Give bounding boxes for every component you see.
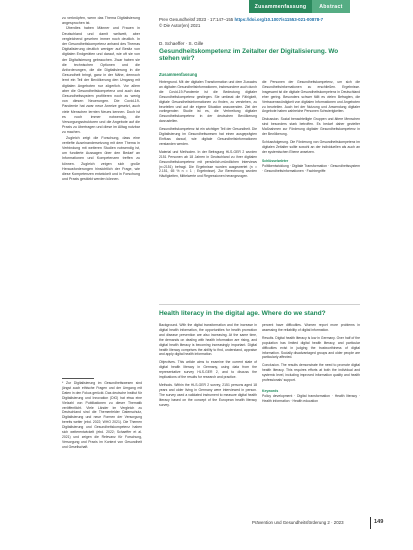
section-divider — [159, 304, 360, 305]
summary-paragraph: die Personen der Gesundheitskompetenz, um sich die Gesundheitsinformationen zu erschließen. Ergebnisse. Insgesamt ist die digitale Gesundheitskompetenz in Deutschland eher gering. Besonders schwer fällt es vielen Befragten, die Vertrauenswürdigkeit von digitalen Informationen und Angeboten zu beurteilen. Auch bei der Nutzung und Anwendung digitaler Angebote haben zahlreiche Personen Schwierigkeiten. — [262, 80, 360, 114]
left-paragraph: zu verknüpfen, wenn das Thema Digitalisierung angesprochen ist. — [62, 16, 140, 26]
article-title-de: Gesundheitskompetenz im Zeitalter der Digitalisierung. Wo stehen wir? — [159, 48, 339, 63]
authors: D. Schaeffer · S. Gille — [159, 41, 204, 46]
left-paragraph: Überdies haben Männer und Frauen in Deutschland und damit weltweit, aber vergleichend gesehen immer noch deutlich. In der Gesundheitskompetenz anhand des Themas Digitalisierung deutlich weniger auf Besitz von digitalen Endgeräten und darauf, wie oft sie von der Digitalisierung gebrauchen. Zwar haben sie die technischen Optionen und die Anforderungen, die die Digitalisierung in die Gesundheit bringt, ganz in der Nähe, dennoch lernt ein Teil der Bevölkerung den Umgang mit digitalen Angeboten nur zögerlich. Vor allem aber die Gesundheitskompetenz und auch das Gesundheitssystem profitieren noch zu wenig von diesen Neuerungen. Die Covid-19-Pandemie hat zwar neue Anreize gesetzt, auch viele Menschen lernten Neues kennen. Doch ist es noch immer notwendig, die Versorgungsstrukturen und die Angebote auf die Praxis zu übertragen und diese im Alltag nutzbar zu machen. — [62, 26, 140, 135]
english-paragraph: Results. Digital health literacy is low in Germany. Over half of the population has limited digital health literacy, and particular difficulties exist in judging the trustworthiness of digital information. Socially disadvantaged groups and older people are particularly affected. — [262, 335, 360, 360]
english-paragraph: Objectives. This article aims to examine the current state of digital health literacy in Germany, using data from the representative survey HLS-GER 2, and to discuss the implications of the results for research and practice. — [159, 360, 257, 380]
page-number: 149 — [374, 519, 384, 525]
summary-left-column — [159, 80, 257, 182]
summary-heading: Zusammenfassung — [159, 72, 198, 77]
left-footnote: * Zur Digitalisierung im Gesundheitswesen sind jüngst auch ethische Fragen und der Umgang mit Daten in den Fokus gerückt. Das deutsche Institut für Digitalisierung und Innovation (DIG) hat etwa eine Vielzahl von Publikationen zu dieser Thematik veröffentlicht. Viele Länder im Vergleich zu Deutschland sind die Themenfelder Datenschutz, Digitalisierung und neue Formen der Versorgung bereits weiter (ebd. 2022; WHO 2021). Die Themen Digitalisierung und Gesundheitskompetenz haben sich weiterentwickelt (ebd. 2022; Schaeffer et al. 2021) und zeigen die Relevanz für Forschung, Versorgung und Praxis im Kontext von Gesundheit und Gesellschaft. — [62, 381, 142, 449]
summary-paragraph: Material und Methoden. In der Befragung HLS-GER 2 wurden 2151 Personen ab 18 Jahren in Deutschland zu ihrer digitalen Gesundheitskompetenz mit persönlich-mündlichen Interviews (n=2151) befragt. Die Ergebnisse wurden ausgewertet (n = 2.151, 65 % n = 1 ; Ergebnisse). Zur Berechnung wurden Häufigkeiten, Mittelwerte und Regressionen herangezogen. — [159, 149, 257, 179]
summary-paragraph: Hintergrund. Mit der digitalen Transformation und dem Zuwachs an digitalen Gesundheitsinformationen, insbesondere auch durch die Covid-19-Pandemie ist die Bedeutung digitaler Gesundheitskompetenz gestiegen. Sie umfasst die Fähigkeit, digitale Gesundheitsinformationen zu finden, zu verstehen, zu beurteilen und auf die eigene Situation anzuwenden. Ziel der vorliegenden Studie ist es, die Verbreitung digitaler Gesundheitskompetenz in der deutschen Bevölkerung darzustellen. — [159, 80, 257, 124]
keywords-heading-de: Schlüsselwörter — [262, 158, 289, 163]
article-meta — [159, 17, 359, 29]
left-column-body — [62, 16, 140, 183]
keywords-de: Politikentwicklung · Digitale Transformation · Gesundheitssystem · Gesundheitsinformationen · Fachbegriffe — [262, 163, 360, 173]
english-title: Health literacy in the digital age. Where do we stand? — [159, 310, 326, 317]
english-paragraph: Conclusion. The results demonstrate the need to promote digital health literacy. This requires efforts at both the individual and systemic level, including improved information quality and health professionals' support. — [262, 363, 360, 383]
journal-reference: Prev Gesundheitsf 2023 · 17:147–155 — [159, 17, 234, 22]
english-paragraph: Background. With the digital transformation and the increase in digital health information, the opportunities for health promotion and disease prevention are also increasing. At the same time, the demands on dealing with health information are rising, and digital health literacy is becoming increasingly important. Digital health literacy comprises the ability to find, understand, appraise and apply digital health information. — [159, 323, 257, 357]
english-right-column — [262, 323, 360, 404]
left-paragraph: Zugleich zeigt die Forschung, dass eine vertiefte Auseinandersetzung mit dem Thema in Verbindung mit weiteren Studien notwendig ist, um fundierte Aussagen über den Bedarf an Informationen und Kompetenzen treffen zu können. Zugleich zeigen sich große Herausforderungen hinsichtlich der Frage, wie diese Kompetenzen entwickelt und in Forschung und Praxis gestärkt werden können. — [62, 135, 140, 182]
tab-abstract[interactable]: Abstract — [312, 0, 350, 13]
footer-journal: Prävention und Gesundheitsförderung 2 · 2023 — [252, 520, 344, 525]
summary-paragraph: Schlussfolgerung. Die Förderung von Gesundheitskompetenz im digitalen Zeitalter sollte sowohl an der individuellen als auch an der systemischen Ebene ansetzen. — [262, 139, 360, 154]
doi-link[interactable]: https://doi.org/10.1007/s11553-021-00878-7 — [234, 17, 324, 22]
summary-right-column — [262, 80, 360, 173]
copyright-line: © Die Autor(en) 2021 — [159, 23, 201, 28]
footnote-divider — [62, 378, 94, 379]
keywords-en: Policy development · Digital transformation · Health literacy · Health information · Health education — [262, 393, 360, 403]
footer-divider — [370, 517, 371, 529]
tab-zusammenfassung[interactable]: Zusammenfassung — [249, 0, 312, 13]
english-left-column — [159, 323, 257, 411]
english-paragraph: Methods. Within the HLS-GER 2 survey, 2151 persons aged 18 years and older living in Germany were interviewed in person. The survey used a validated instrument to measure digital health literacy based on the concept of the European health literacy survey. — [159, 382, 257, 407]
summary-paragraph: Gesundheitskompetenz ist ein wichtiger Teil der Gesundheit. Die Digitalisierung im Gesundheitswesen hat einen ausgeprägten Einfluss darauf, wie digitale Gesundheitsinformationen verstanden werden. — [159, 127, 257, 146]
english-paragraph: percent have difficulties. Women report more problems in assessing the reliability of digital information. — [262, 323, 360, 332]
keywords-heading-en: Keywords — [262, 388, 279, 393]
summary-paragraph: Diskussion. Sozial benachteiligte Gruppen und ältere Menschen sind besonders stark betroffen. Es bedarf daher gezielter Maßnahmen zur Förderung digitaler Gesundheitskompetenz in der Bevölkerung. — [262, 117, 360, 137]
